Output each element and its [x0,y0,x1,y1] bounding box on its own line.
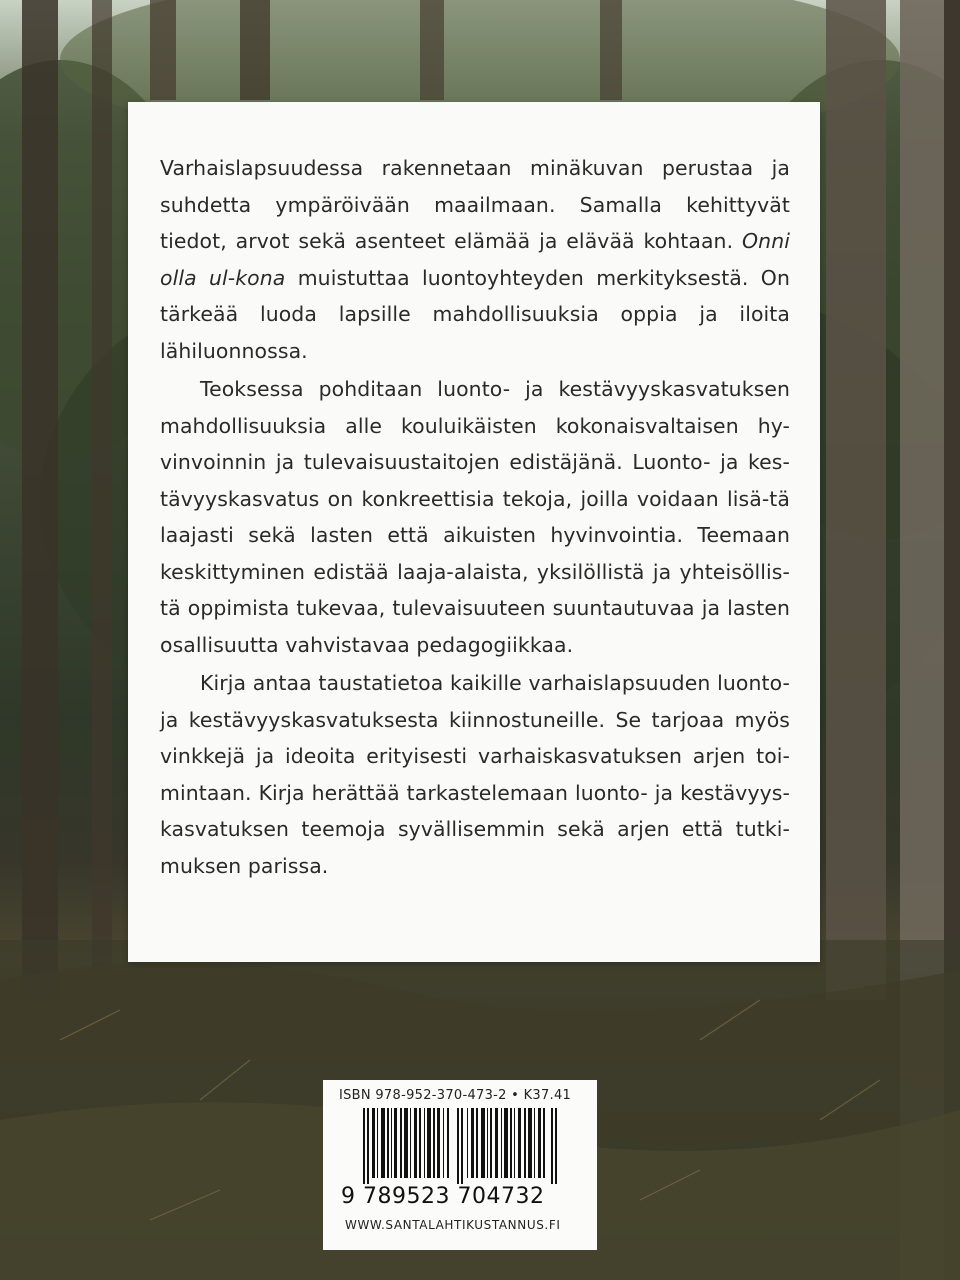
barcode-digits: 9 789523 704732 [341,1184,545,1209]
back-cover-blurb [160,150,790,884]
isbn-text: ISBN 978-952-370-473-2 • K37.41 [339,1088,572,1103]
publisher-website: WWW.SANTALAHTIKUSTANNUS.FI [345,1218,561,1232]
blurb-paragraph-1 [160,150,790,369]
blurb-p1-intro: Varhaislapsuudessa rakennetaan minäkuvan perustaa ja suhdetta ympäröivään maailmaan. Samalla kehittyvät tiedot, arvot sekä asenteet elämää ja elävää kohtaan. [160,156,790,253]
blurb-paragraph-3: Kirja antaa taustatietoa kaikille varhaislapsuuden luonto-ja kestävyyskasvatuksesta kiinnostuneille. Se tarjoaa myös vinkkejä ja ideoita erityisesti varhaiskasvatuksen arjen toi-mintaan. Kirja herättää tarkastelemaan luonto- ja kestävyys-kasvatuksen teemoja syvällisemmin sekä arjen että tutki-muksen parissa. [160,671,790,878]
blurb-paragraph-2: Teoksessa pohditaan luonto- ja kestävyyskasvatuksen mahdollisuuksia alle kouluikäisten kokonaisvaltaisen hy-vinvoinnin ja tulevaisuustaitojen edistäjänä. Luonto- ja kes-tävyyskasvatus on konkreettisia tekoja, joilla voidaan lisä-tä laajasti sekä lasten että aikuisten hyvinvointia. Teemaan keskittyminen edistää laaja-alaista, yksilöllistä ja yhteisöllis-tä oppimista tukevaa, tulevaisuuteen suuntautuvaa ja lasten osallisuutta vahvistavaa pedagogiikkaa. [160,377,790,657]
isbn-barcode-box [323,1080,597,1250]
book-title-inline: Onni olla ul-kona [160,229,790,290]
blurb-p1-rest: muistuttaa luontoyhteyden merkityksestä. On tärkeää luoda lapsille mahdollisuuksia oppia ja iloita lähiluonnossa. [160,265,790,363]
barcode-icon [363,1108,559,1184]
